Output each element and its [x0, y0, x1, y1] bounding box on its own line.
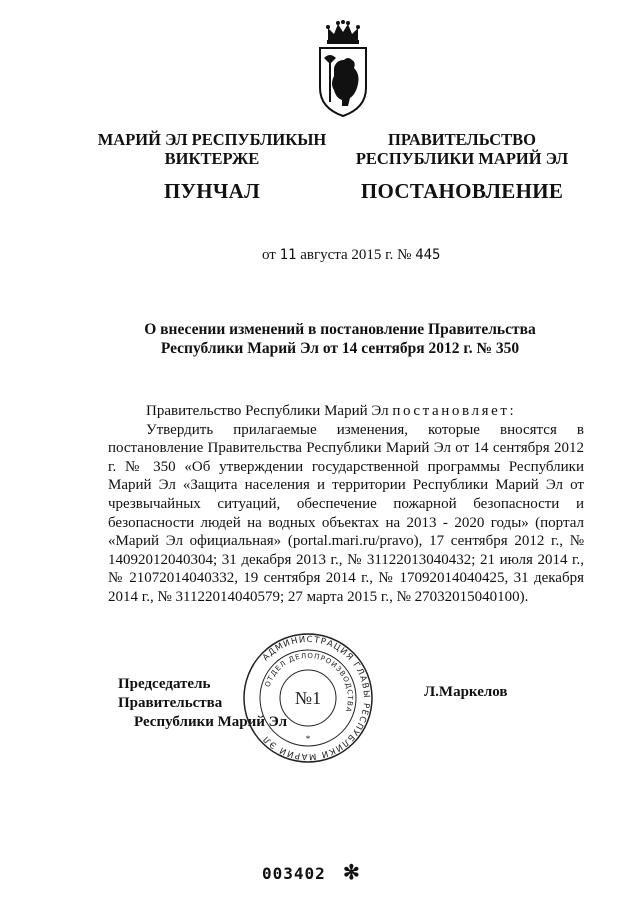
asterisk-icon: ✻	[343, 862, 360, 884]
stamp-inner-text: ОТДЕЛ ДЕЛОПРОИЗВОДСТВА	[263, 651, 355, 714]
stamp-ring-text: АДМИНИСТРАЦИЯ ГЛАВЫ РЕСПУБЛИКИ МАРИЙ ЭЛ	[260, 634, 372, 762]
body-paragraph: Утвердить прилагаемые изменения, которые вносятся в постановление Правительства Республики Марий Эл от 14 сентября 2012 г. № 350 «Об утверждении государственной программы Республики Марий Эл «Защита населения и территории Республики Марий Эл от чрезвычайных ситуаций, обеспечение пожарной безопасности и безопасности людей на водных объектах на 2013 - 2020 годы» (портал «Марий Эл официальная» (portal.mari.ru/pravo), 17 сентября 2012 г., № 14092012040304; 31 декабря 2013 г., № 31122013040432; 21 июля 2014 г., № 21072014040332, 19 сентября 2014 г., № 17092014040425, 31 декабря 2014 г., № 31122014040579; 27 марта 2015 г., № 27032015040100).	[108, 421, 584, 605]
date-day: 11	[279, 247, 297, 263]
document-body	[108, 402, 584, 607]
body-intro-verb: постановляет:	[392, 403, 517, 419]
signatory-name: Л.Маркелов	[424, 684, 508, 700]
signatory-title-line2: Республики Марий Эл	[134, 714, 288, 730]
header-left-doc-type: ПУНЧАЛ	[163, 179, 261, 203]
header-right-block	[352, 130, 572, 201]
date-month-year: августа 2015 г. №	[300, 247, 412, 263]
official-stamp	[240, 630, 376, 766]
header-right-doc-type: ПОСТАНОВЛЕНИЕ	[360, 179, 564, 203]
header-right-line2: РЕСПУБЛИКИ МАРИЙ ЭЛ	[355, 149, 569, 168]
date-line	[262, 247, 440, 264]
header-right-line1: ПРАВИТЕЛЬСТВО	[388, 130, 536, 149]
header-left-line2: ВИКТЕРЖЕ	[164, 149, 260, 168]
header-left-line1: МАРИЙ ЭЛ РЕСПУБЛИКЫН	[97, 130, 327, 149]
svg-text:*: *	[305, 734, 311, 744]
document-title	[120, 320, 560, 358]
signatory-title-line1: Председатель Правительства	[118, 676, 223, 711]
body-intro	[108, 402, 584, 421]
header-left-block	[92, 130, 332, 201]
document-number: 445	[415, 247, 441, 263]
stamp-number: №1	[294, 688, 322, 708]
title-line2: Республики Марий Эл от 14 сентября 2012 г. № 350	[160, 340, 520, 357]
serial-number: 003402	[262, 864, 326, 883]
date-prefix: от	[262, 247, 276, 263]
body-intro-subject: Правительство Республики Марий Эл	[146, 403, 389, 419]
coat-of-arms-emblem	[314, 18, 372, 118]
title-line1: О внесении изменений в постановление Правительства	[144, 321, 536, 338]
